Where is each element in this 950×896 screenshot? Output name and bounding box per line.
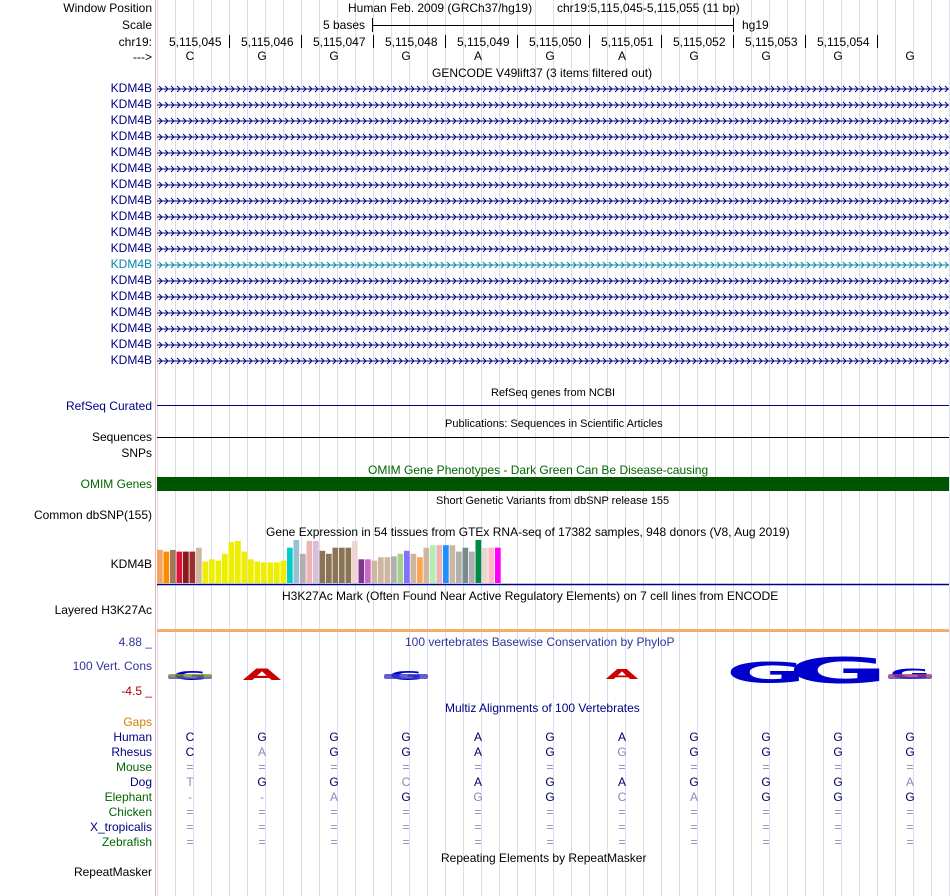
gtex-tissue-bar[interactable] [313, 541, 319, 583]
ruler-base: G [689, 49, 699, 63]
ruler-base: G [401, 49, 411, 63]
alignment-base: G [617, 745, 627, 759]
ruler-base: A [473, 49, 482, 63]
ruler-position: 5,115,052 [673, 35, 726, 49]
conservation-logo-letter: A [242, 665, 282, 684]
gtex-tissue-bar[interactable] [378, 557, 384, 583]
snps-label[interactable]: SNPs [121, 446, 152, 460]
gtex-tissue-bar[interactable] [495, 548, 501, 583]
gene-track-line[interactable] [157, 309, 949, 317]
scale-label: Scale [121, 18, 152, 32]
ruler-tick [589, 35, 590, 48]
ruler-base: G [905, 49, 915, 63]
gene-track-line[interactable] [157, 165, 949, 173]
alignment-base: G [401, 790, 411, 804]
alignment-base: G [689, 730, 699, 744]
ruler-tick [661, 35, 662, 48]
publications-line[interactable] [157, 437, 949, 438]
gene-track-line[interactable] [157, 197, 949, 205]
alignment-base: = [618, 805, 626, 819]
ruler-base: G [329, 49, 339, 63]
scale-bar-left-tick [372, 18, 373, 32]
gene-track-line[interactable] [157, 85, 949, 93]
h3k27ac-label[interactable]: Layered H3K27Ac [54, 603, 152, 617]
gtex-tissue-bar[interactable] [476, 540, 482, 583]
alignment-base: = [402, 835, 410, 849]
gencode-item-label[interactable]: KDM4B [110, 273, 152, 287]
gtex-tissue-bar[interactable] [242, 552, 248, 583]
gtex-tissue-bar[interactable] [417, 557, 423, 583]
gencode-title: GENCODE V49lift37 (3 items filtered out) [432, 66, 653, 80]
alignment-base: A [257, 745, 266, 759]
alignment-base: = [690, 835, 698, 849]
gencode-item-label[interactable]: KDM4B [110, 113, 152, 127]
gtex-tissue-bar[interactable] [424, 548, 430, 583]
gtex-tissue-bar[interactable] [326, 554, 332, 583]
alignment-base: = [618, 835, 626, 849]
gtex-tissue-bar[interactable] [404, 551, 410, 583]
gtex-tissue-bar[interactable] [307, 541, 313, 583]
species-label[interactable]: Dog [129, 775, 152, 789]
alignment-base: A [329, 790, 338, 804]
gene-track-line[interactable] [157, 341, 949, 349]
gencode-item-label[interactable]: KDM4B [110, 289, 152, 303]
gtex-tissue-bar[interactable] [261, 562, 267, 583]
label-column-divider [155, 0, 156, 896]
gtex-tissue-bar[interactable] [157, 550, 163, 583]
alignment-base: G [689, 775, 699, 789]
alignment-base: = [330, 805, 338, 819]
alignment-base: G [401, 730, 411, 744]
ruler-position: 5,115,051 [601, 35, 654, 49]
gene-track-line[interactable] [157, 101, 949, 109]
gtex-tissue-bar[interactable] [456, 552, 462, 583]
gtex-tissue-bar[interactable] [398, 554, 404, 583]
alignment-base: = [546, 805, 554, 819]
conservation-title: 100 vertebrates Basewise Conservation by PhyloP [405, 635, 675, 649]
alignment-base: = [834, 835, 842, 849]
alignment-base: A [905, 775, 914, 789]
gtex-tissue-bar[interactable] [385, 557, 391, 583]
position-text: chr19:5,115,045-5,115,055 (11 bp) [557, 1, 740, 15]
gtex-tissue-bar[interactable] [216, 561, 222, 583]
alignment-base: G [545, 790, 555, 804]
gtex-tissue-bar[interactable] [235, 541, 241, 583]
alignment-base: = [402, 760, 410, 774]
gencode-item-label[interactable]: KDM4B [110, 161, 152, 175]
ruler-tick [373, 35, 374, 48]
refseq-label[interactable]: RefSeq Curated [65, 399, 152, 413]
gtex-tissue-bar[interactable] [346, 548, 352, 583]
gtex-tissue-bar[interactable] [183, 552, 189, 583]
ruler-tick [445, 35, 446, 48]
gtex-tissue-bar[interactable] [391, 556, 397, 583]
gtex-tissue-bar[interactable] [339, 548, 345, 583]
alignment-base: G [689, 745, 699, 759]
species-label[interactable]: Zebrafish [101, 835, 152, 849]
alignment-base: G [545, 730, 555, 744]
ruler-position: 5,115,049 [457, 35, 510, 49]
gencode-item-label[interactable]: KDM4B [110, 129, 152, 143]
alignment-base: = [330, 760, 338, 774]
chrom-label: chr19: [118, 35, 152, 49]
conservation-min: -4.5 _ [121, 684, 152, 698]
ruler-tick [733, 35, 734, 48]
publications-title: Publications: Sequences in Scientific Articles [445, 418, 663, 430]
gtex-tissue-bar[interactable] [287, 548, 293, 583]
species-label[interactable]: Mouse [115, 760, 152, 774]
gtex-label[interactable]: KDM4B [110, 557, 152, 571]
gene-track-line[interactable] [157, 277, 949, 285]
alignment-base: = [258, 805, 266, 819]
alignment-base: = [618, 820, 626, 834]
alignment-base: = [186, 805, 194, 819]
alignment-base: G [833, 775, 843, 789]
strand-label[interactable]: ---> [133, 50, 152, 64]
gencode-item-label[interactable]: KDM4B [110, 225, 152, 239]
gtex-tissue-bar[interactable] [190, 552, 196, 583]
publications-label[interactable]: Sequences [91, 430, 152, 444]
gencode-item-label[interactable]: KDM4B [110, 353, 152, 367]
gtex-tissue-bar[interactable] [320, 551, 326, 583]
gtex-tissue-bar[interactable] [300, 554, 306, 583]
ruler-position: 5,115,045 [169, 35, 222, 49]
alignment-base: G [401, 745, 411, 759]
alignment-base: = [906, 835, 914, 849]
ruler-base: A [617, 49, 626, 63]
gtex-tissue-bar[interactable] [274, 562, 280, 583]
dbsnp-title: Short Genetic Variants from dbSNP release 155 [436, 495, 670, 507]
gencode-item-label[interactable]: KDM4B [110, 97, 152, 111]
window-position-label: Window Position [63, 1, 152, 15]
alignment-base: A [473, 775, 482, 789]
alignment-base: C [185, 745, 195, 759]
gene-track-line[interactable] [157, 357, 949, 365]
alignment-base: G [905, 790, 915, 804]
gtex-tissue-bar[interactable] [203, 562, 209, 584]
alignment-base: G [761, 775, 771, 789]
gtex-tissue-bar[interactable] [209, 559, 215, 583]
alignment-base: = [762, 760, 770, 774]
ruler-position: 5,115,053 [745, 35, 798, 49]
gtex-tissue-bar[interactable] [443, 545, 449, 583]
alignment-base: G [761, 730, 771, 744]
gtex-bar-chart[interactable] [157, 540, 949, 586]
gtex-tissue-bar[interactable] [196, 548, 202, 583]
alignment-base: = [330, 820, 338, 834]
alignment-base: = [402, 820, 410, 834]
gencode-item-label[interactable]: KDM4B [110, 257, 152, 271]
species-label[interactable]: X_tropicalis [89, 820, 152, 834]
gtex-tissue-bar[interactable] [164, 552, 170, 583]
alignment-base: = [546, 820, 554, 834]
alignment-base: - [188, 790, 192, 804]
h3k27ac-title: H3K27Ac Mark (Often Found Near Active Regulatory Elements) on 7 cell lines from ENCODE [282, 589, 779, 603]
alignment-base: = [186, 835, 194, 849]
alignment-base: A [617, 775, 626, 789]
gene-track-line[interactable] [157, 117, 949, 125]
alignment-base: = [258, 820, 266, 834]
alignment-base: C [401, 775, 411, 789]
gene-track-line[interactable] [157, 213, 949, 221]
gtex-tissue-bar[interactable] [359, 559, 365, 583]
gtex-tissue-bar[interactable] [333, 548, 339, 583]
alignment-base: = [474, 760, 482, 774]
alignment-base: G [905, 745, 915, 759]
alignment-base: = [906, 820, 914, 834]
alignment-base: A [473, 745, 482, 759]
refseq-line[interactable] [157, 405, 949, 406]
ruler-base: G [257, 49, 267, 63]
gtex-tissue-bar[interactable] [170, 550, 176, 583]
repeatmasker-label[interactable]: RepeatMasker [73, 865, 152, 879]
alignment-base: = [690, 760, 698, 774]
gtex-tissue-bar[interactable] [248, 559, 254, 583]
ruler-position: 5,115,054 [817, 35, 870, 49]
ruler-tick [517, 35, 518, 48]
gencode-item-label[interactable]: KDM4B [110, 177, 152, 191]
gencode-item-label[interactable]: KDM4B [110, 321, 152, 335]
gene-track-line[interactable] [157, 229, 949, 237]
conservation-logo-letter: G [787, 651, 889, 692]
alignment-base: G [545, 775, 555, 789]
gtex-tissue-bar[interactable] [294, 540, 300, 583]
alignment-base: G [329, 775, 339, 789]
alignment-base: = [762, 805, 770, 819]
alignment-base: G [833, 745, 843, 759]
gtex-tissue-bar[interactable] [268, 562, 274, 583]
gtex-tissue-bar[interactable] [372, 561, 378, 583]
gtex-tissue-bar[interactable] [469, 552, 475, 583]
multiz-title: Multiz Alignments of 100 Vertebrates [445, 701, 640, 715]
gtex-tissue-bar[interactable] [430, 545, 436, 583]
gene-track-line[interactable] [157, 325, 949, 333]
gtex-title: Gene Expression in 54 tissues from GTEx RNA-seq of 17382 samples, 948 donors (V8, Aug 2019) [266, 525, 790, 539]
alignment-base: = [546, 835, 554, 849]
gtex-tissue-bar[interactable] [222, 554, 228, 583]
alignment-base: T [186, 775, 194, 789]
gtex-tissue-bar[interactable] [177, 552, 183, 583]
ruler-base: G [761, 49, 771, 63]
gtex-tissue-bar[interactable] [365, 559, 371, 583]
alignment-base: = [834, 820, 842, 834]
ruler-base: G [833, 49, 843, 63]
conservation-label[interactable]: 100 Vert. Cons [72, 659, 152, 673]
gtex-tissue-bar[interactable] [411, 554, 417, 583]
alignment-base: = [762, 835, 770, 849]
alignment-base: = [186, 820, 194, 834]
gencode-item-label[interactable]: KDM4B [110, 241, 152, 255]
gtex-tissue-bar[interactable] [229, 542, 235, 583]
ruler-position: 5,115,046 [241, 35, 294, 49]
species-label[interactable]: Human [113, 730, 152, 744]
conservation-max: 4.88 _ [118, 635, 152, 649]
gene-track-line[interactable] [157, 293, 949, 301]
conservation-logo-fragment [168, 674, 212, 679]
gene-track-line[interactable] [157, 133, 949, 141]
alignment-base: = [906, 805, 914, 819]
gencode-item-label[interactable]: KDM4B [110, 193, 152, 207]
db-label: hg19 [742, 18, 769, 32]
alignment-base: = [186, 760, 194, 774]
gtex-tissue-bar[interactable] [489, 548, 495, 583]
alignment-base: A [617, 730, 626, 744]
ruler-base: C [185, 49, 195, 63]
scale-bar-right-tick [733, 18, 734, 32]
gencode-item-label[interactable]: KDM4B [110, 209, 152, 223]
alignment-base: = [258, 835, 266, 849]
gencode-item-label[interactable]: KDM4B [110, 337, 152, 351]
omim-gene-bar[interactable] [157, 477, 949, 491]
alignment-base: = [690, 820, 698, 834]
ruler-tick [877, 35, 878, 48]
alignment-base: = [546, 760, 554, 774]
alignment-base: = [834, 760, 842, 774]
gencode-item-label[interactable]: KDM4B [110, 81, 152, 95]
gtex-tissue-bar[interactable] [281, 561, 287, 583]
ruler-position: 5,115,047 [313, 35, 366, 49]
alignment-base: = [330, 835, 338, 849]
ruler-tick [229, 35, 230, 48]
ruler-tick [805, 35, 806, 48]
species-label[interactable]: Elephant [104, 790, 152, 804]
gtex-tissue-bar[interactable] [482, 548, 488, 583]
alignment-base: = [474, 805, 482, 819]
conservation-logo-fragment [888, 674, 932, 679]
gene-track-line[interactable] [157, 149, 949, 157]
dbsnp-label[interactable]: Common dbSNP(155) [33, 508, 152, 522]
gtex-tissue-bar[interactable] [450, 545, 456, 583]
alignment-base: G [833, 730, 843, 744]
alignment-base: G [761, 745, 771, 759]
gencode-item-label[interactable]: KDM4B [110, 305, 152, 319]
gencode-item-label[interactable]: KDM4B [110, 145, 152, 159]
h3k27ac-signal[interactable] [157, 629, 949, 632]
assembly-title: Human Feb. 2009 (GRCh37/hg19) [348, 1, 533, 15]
alignment-base: G [473, 790, 483, 804]
alignment-base: = [618, 760, 626, 774]
alignment-base: G [329, 745, 339, 759]
gene-track-line[interactable] [157, 261, 949, 269]
gtex-tissue-bar[interactable] [463, 548, 469, 583]
omim-title: OMIM Gene Phenotypes - Dark Green Can Be Disease-causing [368, 463, 709, 477]
gtex-tissue-bar[interactable] [255, 562, 261, 584]
alignment-base: C [617, 790, 627, 804]
alignment-base: = [474, 835, 482, 849]
alignment-base: G [905, 730, 915, 744]
alignment-base: = [762, 820, 770, 834]
gaps-label[interactable]: Gaps [123, 715, 152, 729]
alignment-base: G [545, 745, 555, 759]
scale-bar-label: 5 bases [323, 18, 366, 32]
alignment-base: = [258, 760, 266, 774]
ruler-position: 5,115,050 [529, 35, 582, 49]
refseq-title: RefSeq genes from NCBI [491, 387, 616, 399]
alignment-base: C [185, 730, 195, 744]
gene-track-line[interactable] [157, 181, 949, 189]
ruler-position: 5,115,048 [385, 35, 438, 49]
alignment-base: A [689, 790, 698, 804]
alignment-base: A [473, 730, 482, 744]
conservation-logo-letter: A [605, 668, 639, 684]
gtex-tissue-bar[interactable] [352, 541, 358, 583]
ruler-base: G [545, 49, 555, 63]
gtex-tissue-bar[interactable] [437, 545, 443, 583]
conservation-logo-fragment [384, 674, 428, 679]
species-label[interactable]: Rhesus [111, 745, 152, 759]
omim-label[interactable]: OMIM Genes [80, 477, 152, 491]
alignment-base: G [329, 730, 339, 744]
alignment-base: = [834, 805, 842, 819]
alignment-base: - [260, 790, 264, 804]
alignment-base: = [690, 805, 698, 819]
gene-track-line[interactable] [157, 245, 949, 253]
alignment-base: G [257, 730, 267, 744]
alignment-base: G [761, 790, 771, 804]
alignment-base: G [833, 790, 843, 804]
alignment-base: = [906, 760, 914, 774]
ruler-tick [301, 35, 302, 48]
alignment-base: G [257, 775, 267, 789]
repeatmasker-title: Repeating Elements by RepeatMasker [441, 851, 647, 865]
alignment-base: = [474, 820, 482, 834]
alignment-base: = [402, 805, 410, 819]
scale-bar [372, 25, 733, 26]
species-label[interactable]: Chicken [108, 805, 152, 819]
conservation-logo-letter: G [725, 655, 807, 690]
